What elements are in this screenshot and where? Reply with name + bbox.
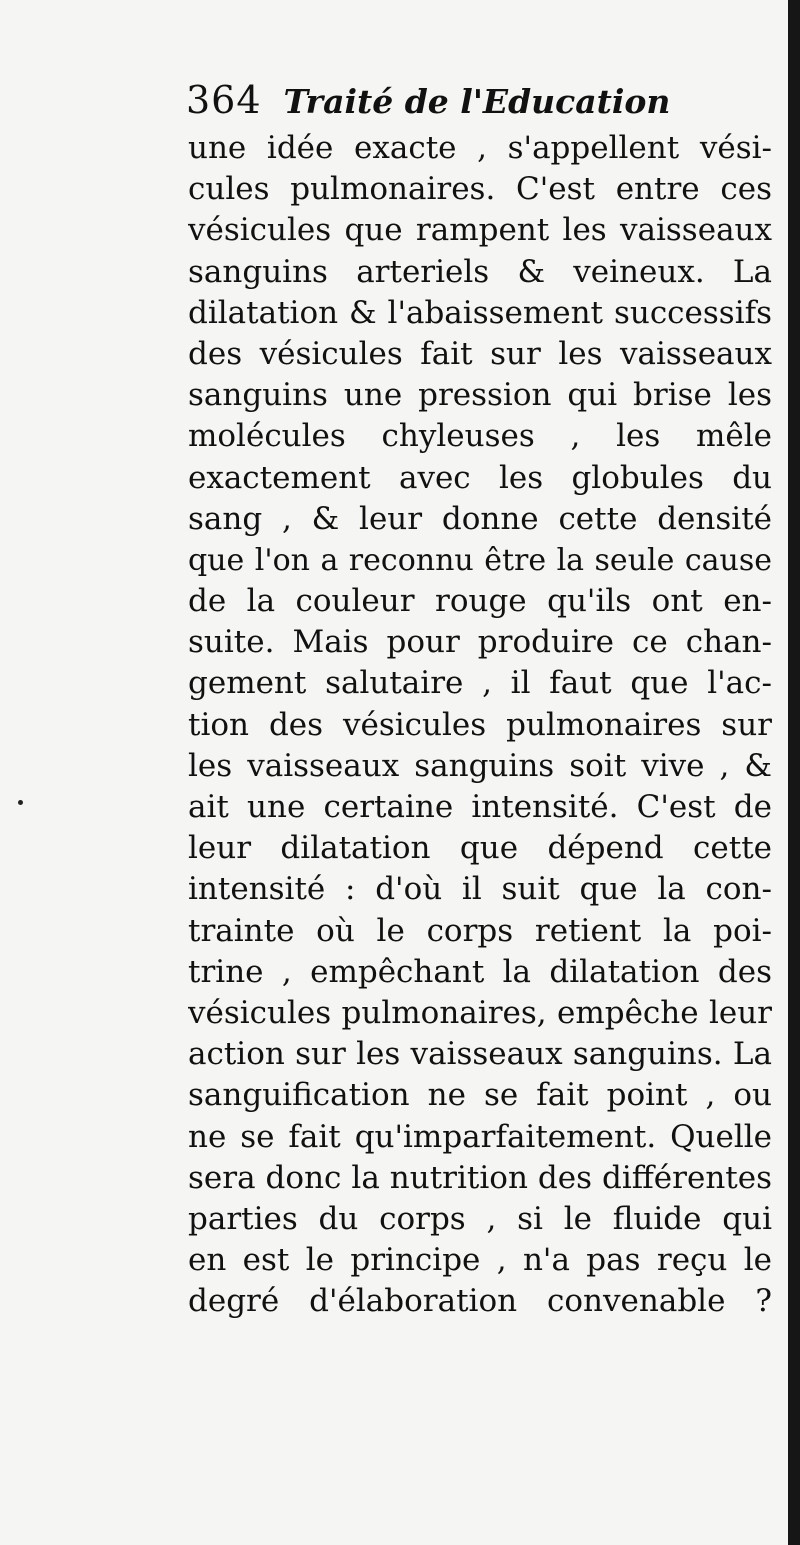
text-line: ne se fait qu'imparfaitement. Quelle: [188, 1118, 772, 1155]
text-line: parties du corps , si le fluide qui: [188, 1200, 772, 1237]
text-line: trainte où le corps retient la poi-: [188, 912, 772, 949]
page-edge-shadow: [788, 0, 800, 1545]
text-line: action sur les vaisseaux sanguins. La: [188, 1036, 772, 1073]
text-line: sang , & leur donne cette densité: [188, 500, 772, 537]
text-line: leur dilatation que dépend cette: [188, 830, 772, 867]
text-line: que l'on a reconnu être la seule cause: [188, 542, 772, 578]
text-line: gement salutaire , il faut que l'ac-: [188, 665, 772, 702]
text-line: trine , empêchant la dilatation des: [188, 953, 772, 990]
text-line: degré d'élaboration convenable ?: [188, 1283, 772, 1320]
ink-speck: [18, 800, 23, 805]
text-line: molécules chyleuses , les mêle: [188, 418, 772, 455]
running-title: Traité de l'Education: [283, 82, 671, 121]
page-number: 364: [186, 78, 262, 122]
page-header: [186, 78, 670, 128]
text-line: en est le principe , n'a pas reçu le: [188, 1242, 772, 1279]
text-line: des vésicules fait sur les vaisseaux: [188, 335, 772, 372]
text-line: sanguins une pression qui brise les: [188, 377, 772, 414]
text-line: suite. Mais pour produire ce chan-: [188, 624, 772, 661]
text-line: tion des vésicules pulmonaires sur: [188, 706, 772, 743]
text-line: intensité : d'où il suit que la con-: [188, 871, 772, 908]
text-line: une idée exacte , s'appellent vési-: [188, 130, 772, 166]
text-body: [188, 128, 772, 1322]
text-line: vésicules pulmonaires, empêche leur: [188, 994, 772, 1031]
text-line: les vaisseaux sanguins soit vive , &: [188, 747, 772, 784]
text-line: cules pulmonaires. C'est entre ces: [188, 171, 772, 208]
text-line: exactement avec les globules du: [188, 459, 772, 496]
text-line: sanguification ne se fait point , ou: [188, 1077, 772, 1114]
text-line: de la couleur rouge qu'ils ont en-: [188, 583, 772, 620]
text-line: sanguins arteriels & veineux. La: [188, 253, 772, 290]
text-line: vésicules que rampent les vaisseaux: [188, 212, 772, 249]
text-line: dilatation & l'abaissement successifs: [188, 294, 772, 331]
text-line: ait une certaine intensité. C'est de: [188, 789, 772, 825]
text-line: sera donc la nutrition des différentes: [188, 1159, 772, 1196]
